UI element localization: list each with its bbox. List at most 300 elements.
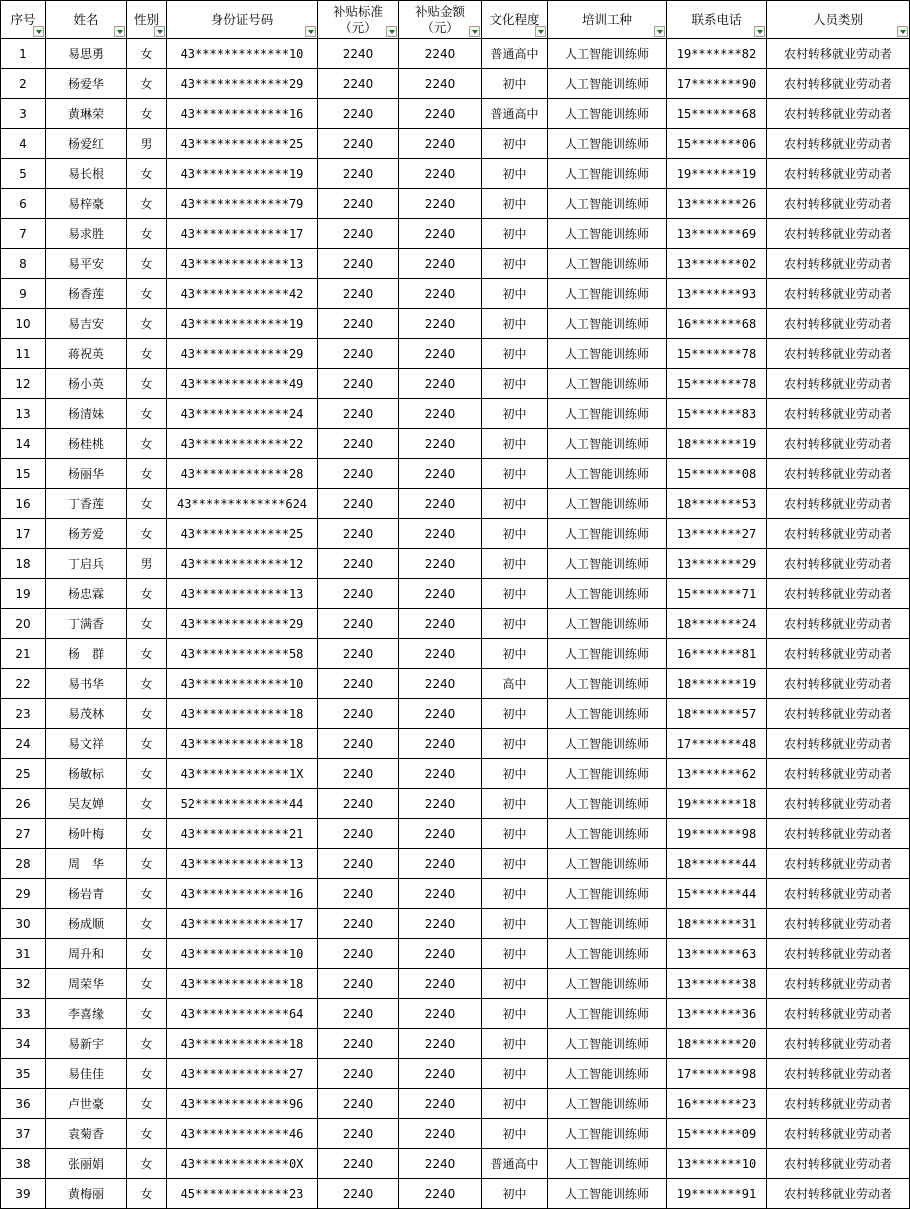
cell-gender: 女	[127, 189, 167, 219]
table-row	[1, 729, 910, 759]
cell-name: 丁满香	[46, 609, 127, 639]
cell-std: 2240	[318, 1059, 399, 1089]
cell-edu: 初中	[482, 189, 548, 219]
cell-phone: 13*******10	[667, 1149, 767, 1179]
cell-gender: 女	[127, 519, 167, 549]
cell-id: 43*************25	[167, 519, 318, 549]
cell-std: 2240	[318, 1179, 399, 1209]
cell-amt: 2240	[399, 369, 482, 399]
cell-seq: 29	[1, 879, 46, 909]
cell-seq: 21	[1, 639, 46, 669]
cell-edu: 初中	[482, 999, 548, 1029]
cell-std: 2240	[318, 459, 399, 489]
cell-trade: 人工智能训练师	[548, 1089, 667, 1119]
cell-trade: 人工智能训练师	[548, 669, 667, 699]
cell-cat: 农村转移就业劳动者	[767, 189, 910, 219]
filter-dropdown-icon[interactable]	[114, 26, 125, 37]
cell-id: 43*************10	[167, 669, 318, 699]
cell-cat: 农村转移就业劳动者	[767, 219, 910, 249]
cell-trade: 人工智能训练师	[548, 639, 667, 669]
cell-phone: 16*******81	[667, 639, 767, 669]
cell-trade: 人工智能训练师	[548, 429, 667, 459]
cell-std: 2240	[318, 819, 399, 849]
cell-amt: 2240	[399, 1179, 482, 1209]
cell-std: 2240	[318, 549, 399, 579]
cell-cat: 农村转移就业劳动者	[767, 309, 910, 339]
table-row	[1, 519, 910, 549]
cell-trade: 人工智能训练师	[548, 579, 667, 609]
cell-cat: 农村转移就业劳动者	[767, 39, 910, 69]
cell-seq: 9	[1, 279, 46, 309]
cell-amt: 2240	[399, 549, 482, 579]
filter-dropdown-icon[interactable]	[535, 26, 546, 37]
cell-edu: 初中	[482, 549, 548, 579]
cell-phone: 18*******24	[667, 609, 767, 639]
cell-gender: 女	[127, 429, 167, 459]
cell-name: 易佳佳	[46, 1059, 127, 1089]
cell-name: 易茂林	[46, 699, 127, 729]
cell-gender: 女	[127, 999, 167, 1029]
cell-amt: 2240	[399, 189, 482, 219]
cell-edu: 初中	[482, 1119, 548, 1149]
cell-gender: 女	[127, 339, 167, 369]
table-row	[1, 1119, 910, 1149]
cell-cat: 农村转移就业劳动者	[767, 1119, 910, 1149]
cell-amt: 2240	[399, 999, 482, 1029]
cell-gender: 女	[127, 759, 167, 789]
cell-std: 2240	[318, 729, 399, 759]
cell-phone: 13*******93	[667, 279, 767, 309]
cell-seq: 23	[1, 699, 46, 729]
cell-edu: 初中	[482, 219, 548, 249]
cell-name: 易思勇	[46, 39, 127, 69]
cell-cat: 农村转移就业劳动者	[767, 669, 910, 699]
column-header-label: 文化程度	[489, 11, 540, 27]
cell-amt: 2240	[399, 939, 482, 969]
cell-phone: 13*******36	[667, 999, 767, 1029]
cell-amt: 2240	[399, 1089, 482, 1119]
table-row	[1, 939, 910, 969]
cell-cat: 农村转移就业劳动者	[767, 249, 910, 279]
cell-seq: 26	[1, 789, 46, 819]
cell-seq: 5	[1, 159, 46, 189]
cell-trade: 人工智能训练师	[548, 729, 667, 759]
cell-id: 43*************96	[167, 1089, 318, 1119]
table-row	[1, 579, 910, 609]
cell-gender: 男	[127, 129, 167, 159]
cell-trade: 人工智能训练师	[548, 1119, 667, 1149]
cell-id: 43*************28	[167, 459, 318, 489]
cell-seq: 11	[1, 339, 46, 369]
cell-gender: 女	[127, 309, 167, 339]
cell-trade: 人工智能训练师	[548, 609, 667, 639]
cell-edu: 初中	[482, 1059, 548, 1089]
cell-amt: 2240	[399, 969, 482, 999]
cell-cat: 农村转移就业劳动者	[767, 969, 910, 999]
cell-name: 杨桂桃	[46, 429, 127, 459]
cell-amt: 2240	[399, 729, 482, 759]
cell-edu: 初中	[482, 1029, 548, 1059]
cell-gender: 女	[127, 69, 167, 99]
cell-cat: 农村转移就业劳动者	[767, 609, 910, 639]
cell-std: 2240	[318, 39, 399, 69]
cell-id: 43*************18	[167, 1029, 318, 1059]
table-row	[1, 969, 910, 999]
cell-edu: 初中	[482, 879, 548, 909]
cell-phone: 15*******78	[667, 339, 767, 369]
cell-name: 杨清妹	[46, 399, 127, 429]
column-header-edu	[482, 1, 548, 39]
table-row	[1, 1089, 910, 1119]
cell-trade: 人工智能训练师	[548, 819, 667, 849]
cell-edu: 初中	[482, 1179, 548, 1209]
cell-gender: 女	[127, 609, 167, 639]
cell-cat: 农村转移就业劳动者	[767, 729, 910, 759]
table-body	[1, 39, 910, 1209]
cell-edu: 初中	[482, 69, 548, 99]
cell-edu: 初中	[482, 729, 548, 759]
cell-phone: 18*******19	[667, 429, 767, 459]
cell-name: 易文祥	[46, 729, 127, 759]
cell-std: 2240	[318, 759, 399, 789]
cell-amt: 2240	[399, 609, 482, 639]
filter-dropdown-icon[interactable]	[386, 26, 397, 37]
cell-name: 杨小英	[46, 369, 127, 399]
cell-name: 杨 群	[46, 639, 127, 669]
cell-seq: 30	[1, 909, 46, 939]
cell-seq: 31	[1, 939, 46, 969]
table-row	[1, 819, 910, 849]
cell-trade: 人工智能训练师	[548, 519, 667, 549]
column-header-label: 姓名	[73, 11, 99, 27]
filter-dropdown-icon[interactable]	[897, 26, 908, 37]
cell-name: 李喜缘	[46, 999, 127, 1029]
cell-seq: 3	[1, 99, 46, 129]
cell-name: 蒋祝英	[46, 339, 127, 369]
cell-seq: 8	[1, 249, 46, 279]
cell-gender: 女	[127, 1029, 167, 1059]
cell-amt: 2240	[399, 759, 482, 789]
filter-dropdown-icon[interactable]	[654, 26, 665, 37]
cell-phone: 18*******31	[667, 909, 767, 939]
filter-dropdown-icon[interactable]	[754, 26, 765, 37]
cell-phone: 13*******63	[667, 939, 767, 969]
cell-id: 43*************64	[167, 999, 318, 1029]
table-row	[1, 399, 910, 429]
cell-std: 2240	[318, 219, 399, 249]
cell-edu: 初中	[482, 699, 548, 729]
table-row	[1, 159, 910, 189]
cell-gender: 女	[127, 699, 167, 729]
cell-id: 43*************29	[167, 69, 318, 99]
cell-std: 2240	[318, 609, 399, 639]
cell-amt: 2240	[399, 39, 482, 69]
cell-gender: 女	[127, 1119, 167, 1149]
filter-dropdown-icon[interactable]	[305, 26, 316, 37]
column-header-std	[318, 1, 399, 39]
cell-std: 2240	[318, 69, 399, 99]
table-row	[1, 669, 910, 699]
filter-dropdown-icon[interactable]	[154, 26, 165, 37]
cell-cat: 农村转移就业劳动者	[767, 849, 910, 879]
cell-gender: 女	[127, 879, 167, 909]
cell-seq: 17	[1, 519, 46, 549]
cell-amt: 2240	[399, 1029, 482, 1059]
cell-phone: 13*******27	[667, 519, 767, 549]
cell-name: 丁启兵	[46, 549, 127, 579]
cell-trade: 人工智能训练师	[548, 279, 667, 309]
filter-dropdown-icon[interactable]	[469, 26, 480, 37]
cell-phone: 19*******18	[667, 789, 767, 819]
cell-edu: 初中	[482, 849, 548, 879]
cell-amt: 2240	[399, 159, 482, 189]
cell-name: 易新宇	[46, 1029, 127, 1059]
cell-id: 43*************27	[167, 1059, 318, 1089]
cell-edu: 初中	[482, 759, 548, 789]
cell-trade: 人工智能训练师	[548, 489, 667, 519]
cell-seq: 13	[1, 399, 46, 429]
cell-trade: 人工智能训练师	[548, 849, 667, 879]
cell-seq: 22	[1, 669, 46, 699]
cell-id: 43*************0X	[167, 1149, 318, 1179]
cell-trade: 人工智能训练师	[548, 69, 667, 99]
cell-phone: 13*******62	[667, 759, 767, 789]
cell-gender: 女	[127, 219, 167, 249]
cell-gender: 女	[127, 849, 167, 879]
cell-edu: 初中	[482, 639, 548, 669]
cell-gender: 女	[127, 489, 167, 519]
cell-id: 43*************16	[167, 879, 318, 909]
cell-id: 43*************22	[167, 429, 318, 459]
cell-name: 袁菊香	[46, 1119, 127, 1149]
cell-std: 2240	[318, 159, 399, 189]
cell-cat: 农村转移就业劳动者	[767, 549, 910, 579]
column-header-label: 联系电话	[691, 11, 742, 27]
cell-seq: 7	[1, 219, 46, 249]
cell-amt: 2240	[399, 219, 482, 249]
cell-edu: 普通高中	[482, 99, 548, 129]
cell-trade: 人工智能训练师	[548, 969, 667, 999]
cell-id: 43*************29	[167, 609, 318, 639]
cell-id: 43*************29	[167, 339, 318, 369]
cell-gender: 女	[127, 789, 167, 819]
cell-seq: 4	[1, 129, 46, 159]
cell-phone: 17*******48	[667, 729, 767, 759]
cell-phone: 16*******23	[667, 1089, 767, 1119]
cell-seq: 16	[1, 489, 46, 519]
cell-gender: 女	[127, 279, 167, 309]
column-header-label: 身份证号码	[210, 11, 274, 27]
cell-id: 43*************49	[167, 369, 318, 399]
cell-phone: 15*******68	[667, 99, 767, 129]
cell-edu: 普通高中	[482, 1149, 548, 1179]
cell-seq: 20	[1, 609, 46, 639]
cell-edu: 初中	[482, 609, 548, 639]
cell-gender: 女	[127, 639, 167, 669]
table-row	[1, 189, 910, 219]
cell-cat: 农村转移就业劳动者	[767, 99, 910, 129]
filter-dropdown-icon[interactable]	[33, 26, 44, 37]
cell-edu: 初中	[482, 939, 548, 969]
cell-std: 2240	[318, 309, 399, 339]
cell-std: 2240	[318, 789, 399, 819]
table-row	[1, 339, 910, 369]
cell-cat: 农村转移就业劳动者	[767, 1089, 910, 1119]
cell-edu: 初中	[482, 399, 548, 429]
cell-std: 2240	[318, 1119, 399, 1149]
cell-std: 2240	[318, 969, 399, 999]
cell-phone: 13*******02	[667, 249, 767, 279]
cell-seq: 18	[1, 549, 46, 579]
cell-amt: 2240	[399, 1059, 482, 1089]
cell-trade: 人工智能训练师	[548, 939, 667, 969]
cell-edu: 初中	[482, 459, 548, 489]
cell-phone: 13*******29	[667, 549, 767, 579]
cell-seq: 33	[1, 999, 46, 1029]
cell-cat: 农村转移就业劳动者	[767, 1179, 910, 1209]
cell-phone: 13*******26	[667, 189, 767, 219]
cell-amt: 2240	[399, 909, 482, 939]
cell-id: 43*************18	[167, 729, 318, 759]
cell-trade: 人工智能训练师	[548, 909, 667, 939]
cell-phone: 15*******06	[667, 129, 767, 159]
cell-phone: 15*******83	[667, 399, 767, 429]
table-row	[1, 249, 910, 279]
cell-trade: 人工智能训练师	[548, 159, 667, 189]
cell-trade: 人工智能训练师	[548, 399, 667, 429]
cell-amt: 2240	[399, 879, 482, 909]
cell-seq: 38	[1, 1149, 46, 1179]
cell-trade: 人工智能训练师	[548, 459, 667, 489]
cell-name: 杨敏标	[46, 759, 127, 789]
cell-cat: 农村转移就业劳动者	[767, 999, 910, 1029]
cell-seq: 24	[1, 729, 46, 759]
cell-trade: 人工智能训练师	[548, 129, 667, 159]
cell-name: 杨芳爱	[46, 519, 127, 549]
table-row	[1, 849, 910, 879]
cell-id: 43*************10	[167, 939, 318, 969]
cell-name: 黄梅丽	[46, 1179, 127, 1209]
cell-cat: 农村转移就业劳动者	[767, 909, 910, 939]
cell-gender: 女	[127, 729, 167, 759]
cell-cat: 农村转移就业劳动者	[767, 1149, 910, 1179]
cell-phone: 15*******78	[667, 369, 767, 399]
cell-name: 杨香莲	[46, 279, 127, 309]
cell-id: 43*************19	[167, 309, 318, 339]
cell-std: 2240	[318, 999, 399, 1029]
cell-id: 43*************46	[167, 1119, 318, 1149]
cell-trade: 人工智能训练师	[548, 1149, 667, 1179]
cell-std: 2240	[318, 909, 399, 939]
cell-id: 43*************42	[167, 279, 318, 309]
cell-gender: 女	[127, 819, 167, 849]
cell-name: 黄琳荣	[46, 99, 127, 129]
cell-trade: 人工智能训练师	[548, 699, 667, 729]
cell-cat: 农村转移就业劳动者	[767, 69, 910, 99]
cell-trade: 人工智能训练师	[548, 1179, 667, 1209]
column-header-label: 人员类别	[812, 11, 863, 27]
cell-trade: 人工智能训练师	[548, 999, 667, 1029]
cell-edu: 初中	[482, 579, 548, 609]
cell-gender: 女	[127, 579, 167, 609]
cell-name: 杨成顺	[46, 909, 127, 939]
cell-id: 43*************79	[167, 189, 318, 219]
cell-trade: 人工智能训练师	[548, 339, 667, 369]
cell-amt: 2240	[399, 669, 482, 699]
cell-gender: 女	[127, 39, 167, 69]
column-header-label: 性别	[133, 11, 159, 27]
table-row	[1, 999, 910, 1029]
cell-id: 43*************13	[167, 249, 318, 279]
cell-phone: 17*******90	[667, 69, 767, 99]
cell-edu: 初中	[482, 909, 548, 939]
cell-name: 周荣华	[46, 969, 127, 999]
cell-phone: 19*******82	[667, 39, 767, 69]
column-header-phone	[667, 1, 767, 39]
cell-trade: 人工智能训练师	[548, 219, 667, 249]
cell-amt: 2240	[399, 339, 482, 369]
cell-phone: 17*******98	[667, 1059, 767, 1089]
cell-phone: 15*******44	[667, 879, 767, 909]
cell-seq: 35	[1, 1059, 46, 1089]
cell-edu: 初中	[482, 369, 548, 399]
cell-amt: 2240	[399, 249, 482, 279]
cell-id: 43*************1X	[167, 759, 318, 789]
cell-name: 周 华	[46, 849, 127, 879]
cell-id: 43*************17	[167, 909, 318, 939]
cell-cat: 农村转移就业劳动者	[767, 129, 910, 159]
cell-gender: 女	[127, 459, 167, 489]
cell-gender: 女	[127, 1179, 167, 1209]
cell-phone: 15*******08	[667, 459, 767, 489]
cell-amt: 2240	[399, 309, 482, 339]
table-row	[1, 1029, 910, 1059]
cell-seq: 27	[1, 819, 46, 849]
cell-id: 43*************25	[167, 129, 318, 159]
cell-phone: 18*******53	[667, 489, 767, 519]
cell-amt: 2240	[399, 279, 482, 309]
cell-cat: 农村转移就业劳动者	[767, 939, 910, 969]
cell-amt: 2240	[399, 489, 482, 519]
column-header-gender	[127, 1, 167, 39]
cell-cat: 农村转移就业劳动者	[767, 369, 910, 399]
cell-gender: 女	[127, 909, 167, 939]
cell-name: 易平安	[46, 249, 127, 279]
cell-trade: 人工智能训练师	[548, 309, 667, 339]
cell-cat: 农村转移就业劳动者	[767, 429, 910, 459]
cell-trade: 人工智能训练师	[548, 759, 667, 789]
header-row	[1, 1, 910, 39]
table-row	[1, 489, 910, 519]
cell-edu: 初中	[482, 339, 548, 369]
cell-name: 易书华	[46, 669, 127, 699]
cell-amt: 2240	[399, 699, 482, 729]
cell-trade: 人工智能训练师	[548, 189, 667, 219]
cell-cat: 农村转移就业劳动者	[767, 159, 910, 189]
cell-name: 杨忠霖	[46, 579, 127, 609]
cell-name: 丁香莲	[46, 489, 127, 519]
cell-gender: 女	[127, 1149, 167, 1179]
cell-amt: 2240	[399, 129, 482, 159]
cell-seq: 2	[1, 69, 46, 99]
cell-amt: 2240	[399, 1119, 482, 1149]
cell-gender: 女	[127, 939, 167, 969]
cell-name: 杨叶梅	[46, 819, 127, 849]
cell-name: 卢世豪	[46, 1089, 127, 1119]
cell-trade: 人工智能训练师	[548, 1059, 667, 1089]
cell-phone: 16*******68	[667, 309, 767, 339]
cell-std: 2240	[318, 399, 399, 429]
